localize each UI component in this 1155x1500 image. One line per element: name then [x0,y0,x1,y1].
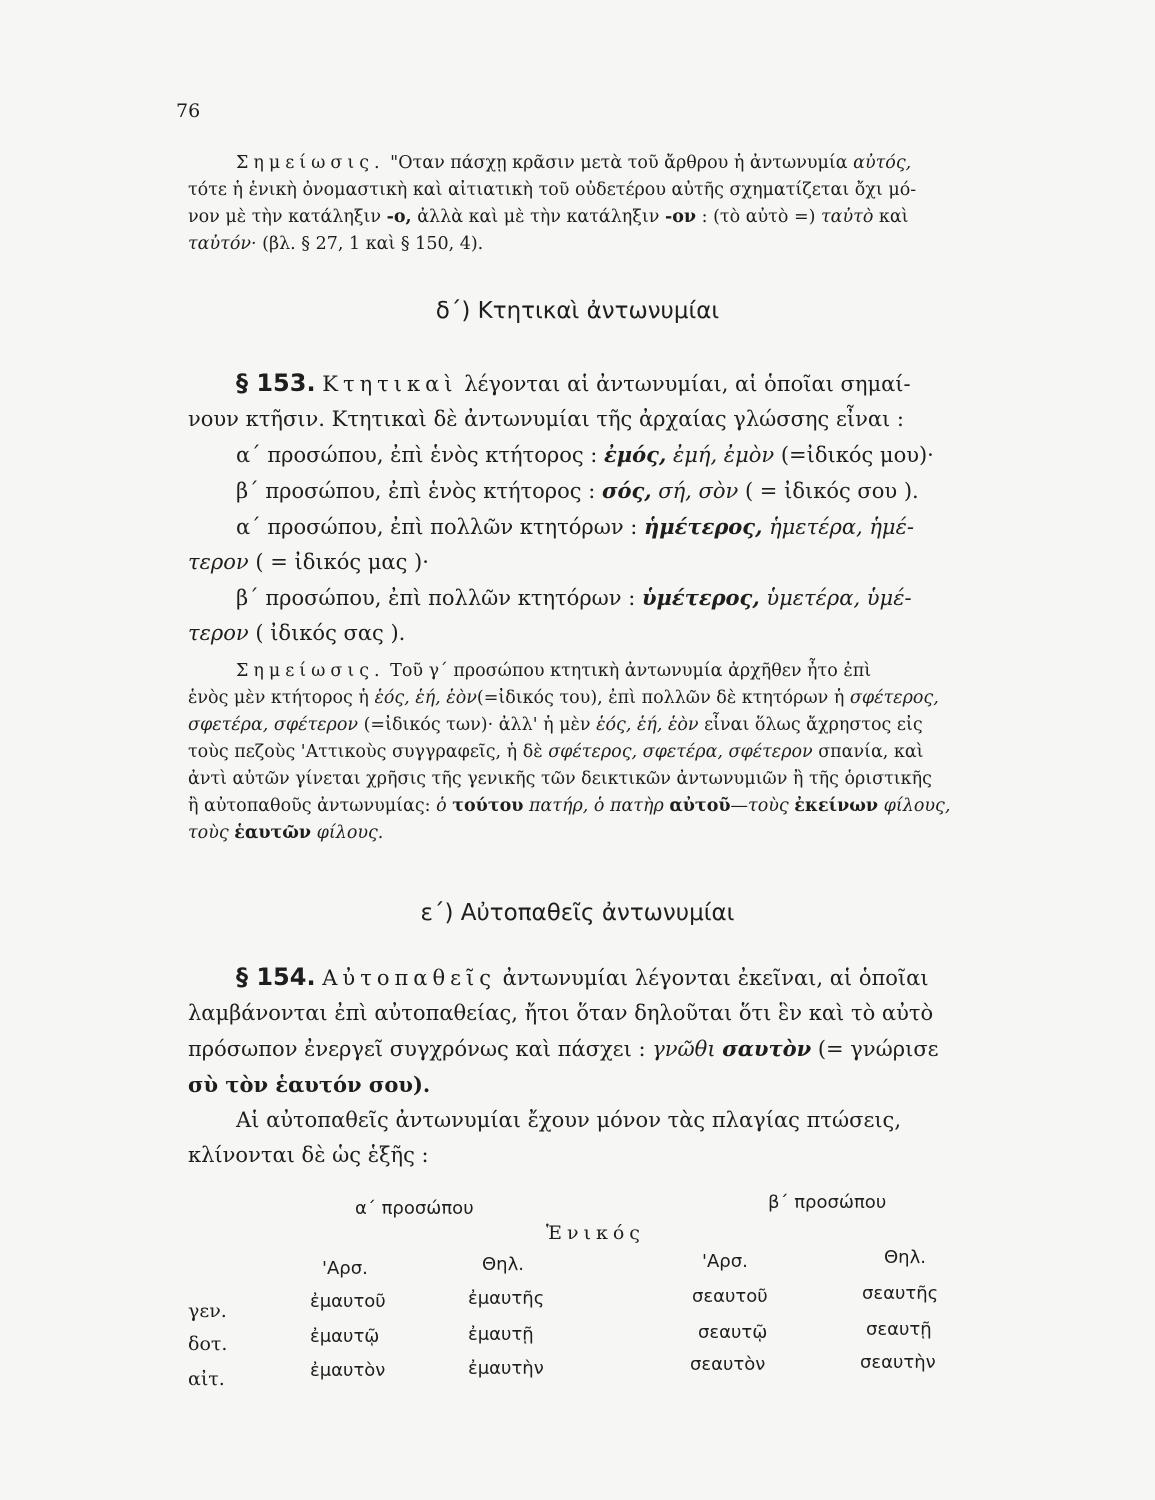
heading-possessive: δ΄) Κτητικαὶ ἀντωνυμίαι [435,298,720,324]
section-153-number: § 153. [236,369,316,397]
note-2-lead: Σημείωσις. [236,661,385,681]
cell-gen-4: σεαυτῆς [862,1283,939,1304]
heading-reflexive: ε΄) Αὐτοπαθεῖς ἀντωνυμίαι [420,900,735,926]
header-first-person: α΄ προσώπου [355,1198,474,1219]
cell-gen-3: σεαυτοῦ [692,1286,768,1307]
cell-acc-2: ἐμαυτὴν [468,1358,544,1379]
cell-gen-1: ἐμαυτοῦ [310,1291,386,1312]
header-second-person: β΄ προσώπου [768,1192,887,1213]
page-number: 76 [176,100,201,122]
cell-dat-3: σεαυτῷ [698,1322,768,1343]
case-dative: δοτ. [188,1333,228,1355]
note-1: Σημείωσις. "Οταν πάσχῃ κρᾶσιν μετὰ τοῦ ἄρθρου ἡ ἀντωνυμία αὐτός, τότε ἡ ἑνικὴ ὀνομαστικὴ καὶ αἰτιατικὴ τοῦ οὐδετέρου αὐτῆς σχηματίζεται ὄχι μό- νον μὲ τὴν κατάληξιν -ο, ἀλλὰ καὶ μὲ τὴν κατάληξιν -ον : (τὸ αὐτὸ =) ταὐτὸ καὶ ταὐτόν· (βλ. § 27, 1 καὶ § 150, 4). [188,153,917,254]
cell-dat-1: ἐμαυτῷ [310,1326,380,1347]
header-fem-1: Θηλ. [482,1254,524,1275]
note-2: Σημείωσις. Τοῦ γ΄ προσώπου κτητικὴ ἀντωνυμία ἀρχῆθεν ἦτο ἐπὶ ἑνὸς μὲν κτήτορος ἡ ἑός, ἑή, ἑὸν(=ἰδικός του), ἐπὶ πολλῶν δὲ κτητόρων ἡ σφέτερος, σφετέρα, σφέτερον (=ἰδικός των)· ἀλλ' ἡ μὲν ἑός, ἑή, ἑὸν εἶναι ὅλως ἄχρηστος εἰς τοὺς πεζοὺς 'Αττικοὺς συγγραφεῖς, ἡ δὲ σφέτερος, σφετέρα, σφέτερον σπανία, καὶ ἀντὶ αὐτῶν γίνεται χρῆσις τῆς γενικῆς τῶν δεικτικῶν ἀντωνυμιῶν ἢ τῆς ὁριστικῆς ἢ αὐτοπαθοῦς ἀντωνυμίας: ὁ τούτου πατήρ, ὁ πατὴρ αὐτοῦ—τοὺς ἐκείνων φίλους, τοὺς ἑαυτῶν φίλους. [188,661,951,843]
note-1-lead: Σημείωσις. [236,153,385,173]
cell-acc-4: σεαυτὴν [860,1352,936,1373]
cell-dat-4: σεαυτῇ [866,1319,932,1340]
header-masc-1: 'Αρσ. [322,1258,368,1279]
header-singular: Ἑνικός [546,1222,645,1244]
header-masc-2: 'Αρσ. [702,1251,748,1272]
section-154-number: § 154. [236,963,316,991]
section-154: § 154. Αὐτοπαθεῖς ἀντωνυμίαι λέγονται ἐκεῖναι, αἱ ὁποῖαι λαμβάνονται ἐπὶ αὐτοπαθείας, ἤτοι ὅταν δηλοῦται ὅτι ἓν καὶ τὸ αὐτὸ πρόσωπον ἐνεργεῖ συγχρόνως καὶ πάσχει : γνῶθι σαυτὸν (= γνώρισε σὺ τὸν ἑαυτόν σου). Αἱ αὐτοπαθεῖς ἀντωνυμίαι ἔχουν μόνον τὰς πλαγίας πτώσεις, κλίνονται δὲ ὡς ἑξῆς : [188,963,939,1167]
cell-gen-2: ἐμαυτῆς [468,1288,545,1309]
header-fem-2: Θηλ. [884,1247,926,1268]
section-153: § 153. Κτητικαὶ λέγονται αἱ ἀντωνυμίαι, αἱ ὁποῖαι σημαί- νουν κτῆσιν. Κτητικαὶ δὲ ἀντωνυμίαι τῆς ἀρχαίας γλώσσης εἶναι : α΄ προσώπου, ἐπὶ ἑνὸς κτήτορος : ἐμός, ἐμή, ἐμὸν (=ἰδικός μου)· β΄ προσώπου, ἐπὶ ἑνὸς κτήτορος : σός, σή, σὸν ( = ἰδικός σου ). α΄ προσώπου, ἐπὶ πολλῶν κτητόρων : ἡμέτερος, ἡμετέρα, ἡμέ- τερον ( = ἰδικός μας )· β΄ προσώπου, ἐπὶ πολλῶν κτητόρων : ὑμέτερος, ὑμετέρα, ὑμέ- τερον ( ἰδικός σας ). [188,369,934,645]
case-accusative: αἰτ. [188,1368,225,1390]
case-genitive: γεν. [188,1300,227,1322]
cell-dat-2: ἐμαυτῇ [468,1324,534,1345]
cell-acc-3: σεαυτὸν [690,1354,766,1375]
cell-acc-1: ἐμαυτὸν [310,1360,386,1381]
